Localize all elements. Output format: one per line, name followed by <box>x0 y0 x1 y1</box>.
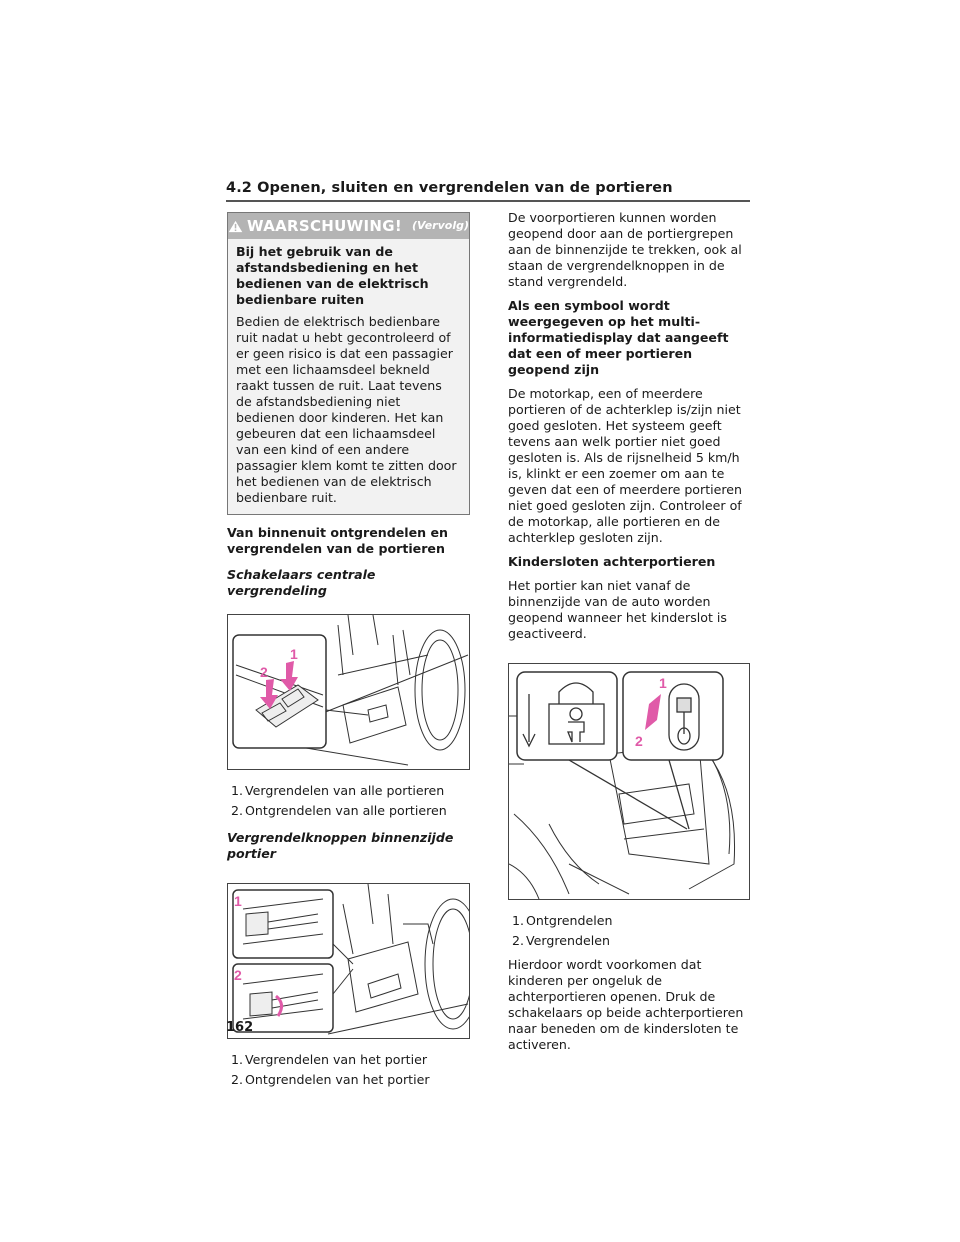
heading-door-symbol: Als een symbool wordt weergegeven op het multi-informatiedisplay dat aangeeft dat een of meer portieren geopend zijn <box>508 298 729 377</box>
fig2-label-1: 1 <box>234 893 242 909</box>
list-item: 1. Ontgrendelen <box>512 913 613 928</box>
left-column <box>227 212 470 1088</box>
right-column <box>508 210 752 1053</box>
page-number: 162 <box>226 1020 254 1035</box>
child-lock-illustration <box>509 664 749 899</box>
fig2-label-2: 2 <box>234 967 242 983</box>
paragraph-door-open: De motorkap, een of meerdere portieren of de achterklep is/zijn niet goed gesloten. Het systeem geeft tevens aan welk portier niet goed gesloten is. Als de rijsnelheid 5 km/h is, klinkt er een zoemer om aan te geven dat een of meerdere portieren niet goed gesloten zijn. Controleer of de motorkap, alle portieren en de achterklep gesloten zijn. <box>508 386 743 545</box>
list-item: 1. Vergrendelen van het portier <box>231 1052 428 1067</box>
warning-triangle-icon <box>228 218 243 235</box>
list-item: 2. Ontgrendelen van alle portieren <box>231 803 447 818</box>
list-item: 2. Vergrendelen <box>512 933 610 948</box>
paragraph-front-doors: De voorportieren kunnen worden geopend door aan de portiergrepen aan de binnenzijde te trekken, ook al staan de vergrendelknoppen in de stand vergrendeld. <box>508 210 742 289</box>
warning-header <box>228 213 469 239</box>
heading-child-locks: Kindersloten achterportieren <box>508 554 716 569</box>
page-header <box>226 180 750 202</box>
section-title: Van binnenuit ontgrendelen en vergrendelen van de portieren <box>227 525 449 556</box>
subheading-central-lock: Schakelaars centrale vergrendeling <box>227 567 376 598</box>
warning-title: WAARSCHUWING! <box>247 217 402 235</box>
warning-continued: (Vervolg) <box>411 219 469 232</box>
paragraph-child-lock-activate: Hierdoor wordt voorkomen dat kinderen per ongeluk de achterportieren openen. Druk de schakelaars op beide achterportieren naar beneden om de kindersloten te activeren. <box>508 957 744 1052</box>
central-lock-illustration <box>228 615 469 769</box>
warning-subtitle: Bij het gebruik van de afstandsbediening en het bedienen van de elektrisch bedienbare ruiten <box>236 244 429 307</box>
header-divider <box>226 200 750 202</box>
warning-box <box>227 212 470 515</box>
paragraph-child-locks: Het portier kan niet vanaf de binnenzijde van de auto worden geopend wanneer het kinderslot is geactiveerd. <box>508 578 727 641</box>
fig3-label-1: 1 <box>659 675 667 691</box>
fig1-label-1: 1 <box>290 646 298 662</box>
subheading-door-lock: Vergrendelknoppen binnenzijde portier <box>227 830 454 861</box>
list-item: 2. Ontgrendelen van het portier <box>231 1072 430 1087</box>
figure-child-lock <box>508 663 750 900</box>
door-lock-illustration <box>228 884 469 1038</box>
list-item: 1. Vergrendelen van alle portieren <box>231 783 445 798</box>
figure-central-lock-switch <box>227 614 470 770</box>
fig1-label-2: 2 <box>260 664 268 680</box>
figure-door-lock-knob <box>227 883 470 1039</box>
section-header-title: 4.2 Openen, sluiten en vergrendelen van de portieren <box>226 180 673 196</box>
fig3-label-2: 2 <box>635 733 643 749</box>
warning-text: Bedien de elektrisch bedienbare ruit nadat u hebt gecontroleerd of er geen risico is dat een passagier met een lichaamsdeel bekneld raakt tussen de ruit. Laat tevens de afstandsbediening niet bedienen door kinderen. Het kan gebeuren dat een lichaamsdeel van een kind of een andere passagier klem komt te zitten door het bedienen van de elektrisch bedienbare ruit. <box>236 314 457 505</box>
